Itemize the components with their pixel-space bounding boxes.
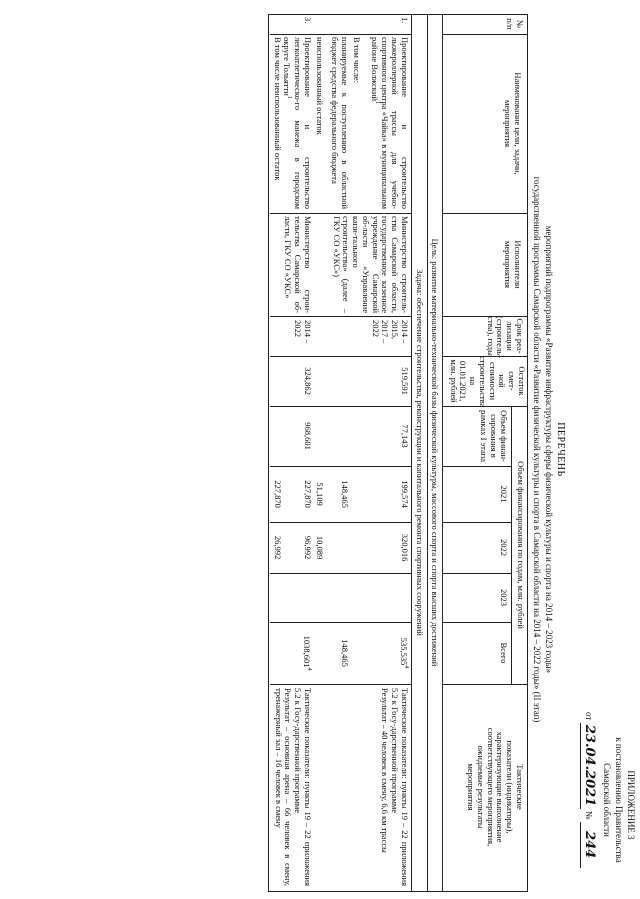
number-handwritten: 244	[580, 822, 596, 868]
row3-indicators: Тактические показатели: пункты 19 – 22 приложения 5.2 к Госу-дарственной программе Результат – основная арена – 66 человек в смену, тренажерный зал – 16 человек в смену	[273, 688, 313, 886]
goal-row: Цель: развитие материально-технической базы физической культуры, массового спорта и спорта высших достижений	[430, 238, 440, 667]
row1-num: 1.	[400, 17, 410, 24]
header-total: Всего	[499, 642, 509, 664]
sub1-planned-total: 148,465	[340, 639, 350, 667]
header-2021: 2021	[499, 485, 509, 503]
header-2022: 2022	[499, 539, 509, 556]
row1-residual: 519,591	[400, 367, 410, 395]
row3-2021: 227,870	[303, 480, 313, 508]
row1-period: 2014 – 2015, 2017 – 2022	[370, 320, 410, 344]
sub1-unused-label: неиспользованный остаток	[315, 37, 325, 135]
appendix-line1: к постановлению Правительства	[614, 737, 624, 863]
date-handwritten: 23.04.2021	[580, 723, 596, 809]
doc-title: ПЕРЕЧЕНЬ	[555, 422, 566, 477]
doc-subtitle-2: государственной программы Самарской области «Развитие физической культуры и спорта в Самарской области на 2014 – 2022 годы» (II этап)	[532, 176, 542, 723]
header-2023: 2023	[499, 589, 509, 606]
row1-total: 535,535$^4$	[399, 637, 410, 669]
row3-residual: 324,862	[303, 367, 313, 395]
doc-subtitle-1: мероприятий подпрограммы «Развитие инфраструктуры сферы физической культуры и спорта на 2014 – 2023 годы»	[544, 225, 554, 674]
sub1-intro: В том числе:	[352, 37, 362, 83]
row1-2022: 320,016	[400, 533, 410, 562]
header-executor: Исполнители мероприятия	[503, 240, 523, 289]
sub1-planned-label: планируемые к поступлению в областной бюджет средства федерального бюджета	[330, 37, 350, 209]
sub3-unused-2022: 26,992	[273, 535, 283, 560]
row3-stage1: 968,601	[303, 422, 313, 450]
header-period: Срок реа- лизации (строитель- ства), годы	[485, 316, 525, 358]
row1-executor: Министерство строитель-ства Самарской области, государственное казенное учреждение Самарской об-ласти «Управление капи-тального строительства» (далее – ГКУ СО «УКС»)	[331, 216, 410, 313]
sub3-unused-2021: 227,870	[273, 480, 283, 508]
row1-name: Проектирование и строительство лыжероллерной трассы для учебно-спортивного центра «Чайка» в муниципальном районе Волжский$^1$	[369, 37, 410, 209]
row1-stage1: 77,143	[400, 424, 410, 448]
header-funding-group: Объем финансирования по годам, млн. рублей	[516, 461, 526, 629]
row3-total: 1038,601$^4$	[302, 635, 313, 671]
row3-executor: Министерство строи-тельства Самарской об-ласти, ГКУ СО «УКС»	[283, 216, 313, 313]
sub3-unused-label: В том числе неиспользованный остаток	[273, 37, 283, 181]
row3-2022: 96,992	[303, 535, 313, 560]
header-stage1: Объем финан- сирования в рамках I этапа	[479, 410, 509, 462]
row1-indicators: Тактические показатели: пункты 19 – 22 приложения 5.2 к Госу-дарственной программе Результат – 40 человек в смену, 6,6 км трассы	[380, 688, 410, 886]
sub1-planned-2021: 148,465	[340, 480, 350, 508]
number-prefix: №	[584, 810, 594, 820]
header-residual: Остаток смет- ной стоимости строительства на 01.01.2021, млн. рублей	[448, 356, 527, 408]
row3-period: 2014 – 2022	[293, 320, 313, 344]
appendix-line2: Самарской области	[602, 763, 612, 837]
header-indicators: Тактические показатели (индикаторы), характеризующие выполнение соответствующего мероприятия, ожидаемые результаты мероприятия	[466, 727, 525, 847]
row3-num: 3.	[303, 17, 313, 24]
appendix-title: ПРИЛОЖЕНИЕ 3	[626, 770, 636, 840]
header-name: Наименование цели, задачи, мероприятия	[503, 72, 523, 175]
row1-2021: 199,574	[400, 480, 410, 508]
sub1-unused-2021: 51,109	[315, 482, 325, 506]
header-num: № п/п	[505, 18, 525, 30]
sub1-unused-2022: 10,089	[315, 535, 325, 560]
row3-name: Проектирование и строительство легкоатлетическо-го манежа в городском округе Тольятти$^1$	[282, 37, 313, 209]
appendix-date-line	[580, 712, 596, 892]
task-row: Задача: обеспечение строительства, реконструкции и капитального ремонта спортивных сооружений	[415, 269, 425, 636]
date-prefix: от	[584, 712, 594, 721]
